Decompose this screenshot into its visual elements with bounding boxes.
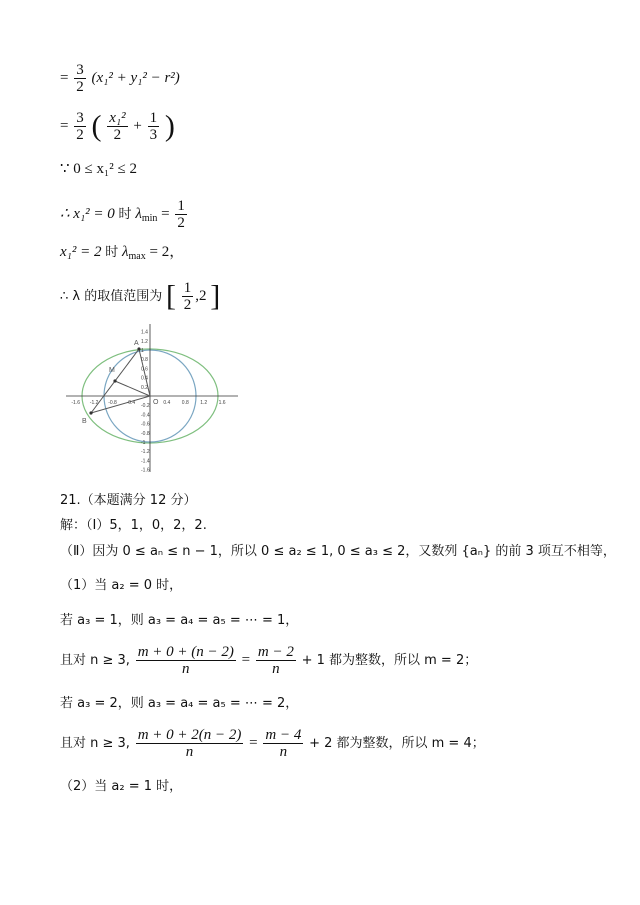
- fraction-one-half: [175, 198, 187, 231]
- y-tick-label: 0.6: [141, 366, 148, 373]
- fraction-numerator: m − 2: [257, 644, 294, 660]
- formula-line-2: [60, 110, 175, 143]
- fraction-numerator: 3: [76, 62, 84, 78]
- point-m-dot: [113, 379, 116, 382]
- fraction-numerator: 1: [149, 110, 158, 126]
- condition-text: 且对 n ≥ 3,: [60, 735, 130, 751]
- case-one-a: 若 a₃ = 1，则 a₃ = a₄ = a₅ = ⋯ = 1，: [60, 613, 299, 628]
- equals-sign: =: [241, 651, 251, 668]
- fraction-sum-over-n: [136, 727, 244, 760]
- x-tick-label: -0.8: [108, 400, 117, 406]
- left-bracket: [: [165, 279, 176, 313]
- paren-expression: (x₁² + y₁² − r²): [91, 69, 180, 86]
- formula-line-4: [60, 198, 189, 231]
- formula-line-5: [60, 243, 184, 266]
- lambda-symbol: λ: [122, 244, 129, 260]
- shi-text: 时: [105, 245, 119, 260]
- fraction-denominator: n: [272, 661, 280, 677]
- case-two-header: （2）当 a₂ = 1 时，: [60, 779, 183, 794]
- left-paren: (: [91, 109, 102, 143]
- y-tick-label: 1.2: [141, 338, 148, 345]
- condition-text: 且对 n ≥ 3,: [60, 652, 130, 668]
- fraction-denominator: 3: [149, 127, 158, 143]
- fraction-denominator: 2: [177, 215, 185, 231]
- range-upper: ,2: [195, 287, 207, 304]
- fraction-m-minus-4-over-n: [263, 727, 303, 760]
- plus-sign: +: [133, 117, 142, 134]
- y-tick-label: -1.2: [141, 449, 150, 456]
- solution-part-two: （Ⅱ）因为 0 ≤ aₙ ≤ n − 1，所以 0 ≤ a₂ ≤ 1, 0 ≤ a₃ ≤ 2，又数列 {aₙ} 的前 3 项互不相等，: [60, 544, 616, 559]
- fraction-m-minus-2-over-n: [256, 644, 296, 677]
- equals-sign: =: [60, 117, 69, 134]
- y-tick-label: -1: [141, 440, 146, 446]
- range-label: ∴ λ 的取值范围为: [60, 288, 163, 304]
- solution-part-one: 解：（Ⅰ）5，1，0，2，2.: [60, 518, 207, 533]
- y-tick-label: 1.4: [141, 329, 148, 336]
- fraction-sum-over-n: [136, 644, 236, 677]
- fraction-denominator: n: [185, 744, 194, 760]
- y-tick-label: -0.2: [141, 403, 150, 410]
- equals-sign: =: [249, 734, 258, 751]
- lambda-symbol: λ: [135, 205, 142, 222]
- x-tick-label: -1.6: [71, 400, 81, 406]
- fraction-numerator: m + 0 + 2(n − 2): [137, 727, 242, 743]
- case-one-d: [60, 727, 485, 760]
- condition-text: x₁² = 2: [60, 244, 102, 260]
- fraction-denominator: 2: [113, 127, 122, 143]
- fraction-one-third: [148, 110, 160, 143]
- fraction-numerator: 1: [177, 198, 185, 214]
- equals-sign: =: [60, 69, 69, 86]
- fraction-one-half: [182, 280, 194, 313]
- equals-sign: =: [161, 205, 170, 222]
- fraction-three-halves: [74, 110, 86, 143]
- fraction-numerator: 3: [76, 110, 84, 126]
- fraction-denominator: 2: [183, 297, 192, 313]
- shi-text: 时: [118, 206, 132, 222]
- case-one-b: [60, 644, 477, 677]
- right-paren: ): [164, 109, 175, 143]
- fraction-numerator: m + 0 + (n − 2): [137, 644, 234, 660]
- fraction-denominator: 2: [76, 127, 84, 143]
- y-tick-label: 0.4: [141, 375, 148, 382]
- conclusion-text: + 2 都为整数，所以 m = 4；: [309, 735, 485, 751]
- fraction-numerator: 1: [183, 280, 192, 296]
- fraction-three-halves: [74, 62, 86, 95]
- label-b: B: [82, 418, 87, 425]
- x-tick-label: -0.4: [126, 400, 136, 406]
- fraction-denominator: n: [279, 744, 288, 760]
- point-b-dot: [89, 411, 92, 414]
- problem-header: 21.（本题满分 12 分）: [60, 493, 197, 508]
- y-tick-label: 0.2: [141, 384, 148, 391]
- lambda-subscript: min: [141, 212, 158, 224]
- formula-line-6: [60, 280, 220, 313]
- label-o: O: [153, 399, 159, 406]
- y-tick-label: -1.4: [141, 458, 150, 465]
- fraction-x1sq-over-2: [107, 110, 127, 143]
- y-tick-label: 0.8: [141, 357, 148, 364]
- x-tick-label: 1.6: [218, 400, 226, 406]
- y-tick-labels: [141, 330, 150, 474]
- result-text: = 2，: [149, 244, 185, 260]
- x-tick-label: 1.2: [200, 400, 208, 406]
- right-bracket: ]: [210, 279, 221, 313]
- ellipse-circle-figure: [58, 320, 258, 476]
- y-tick-label: -1.6: [141, 467, 150, 474]
- y-tick-label: -0.6: [141, 421, 150, 428]
- label-a: A: [134, 340, 139, 347]
- condition-text: ∴ x₁² = 0: [60, 205, 115, 222]
- case-one-header: （1）当 a₂ = 0 时，: [60, 578, 183, 593]
- inequality-text: ∵ 0 ≤ x₁² ≤ 2: [60, 161, 137, 177]
- label-m: M: [109, 367, 115, 374]
- conclusion-text: + 1 都为整数，所以 m = 2；: [301, 652, 478, 668]
- x-tick-label: 0.4: [163, 400, 171, 406]
- fraction-denominator: 2: [76, 79, 84, 95]
- fraction-denominator: n: [182, 661, 190, 677]
- case-one-c: 若 a₃ = 2，则 a₃ = a₄ = a₅ = ⋯ = 2，: [60, 696, 299, 711]
- y-tick-label: 1: [141, 348, 144, 354]
- y-tick-label: -0.4: [141, 412, 150, 419]
- formula-line-3: [60, 160, 137, 178]
- formula-line-1: [60, 62, 180, 95]
- y-tick-label: -0.8: [141, 430, 150, 437]
- lambda-subscript: max: [128, 251, 146, 262]
- fraction-numerator: m − 4: [265, 727, 302, 743]
- fraction-numerator: x₁²: [109, 110, 126, 126]
- x-tick-label: 0.8: [181, 400, 189, 406]
- x-tick-label: -1.2: [89, 400, 99, 406]
